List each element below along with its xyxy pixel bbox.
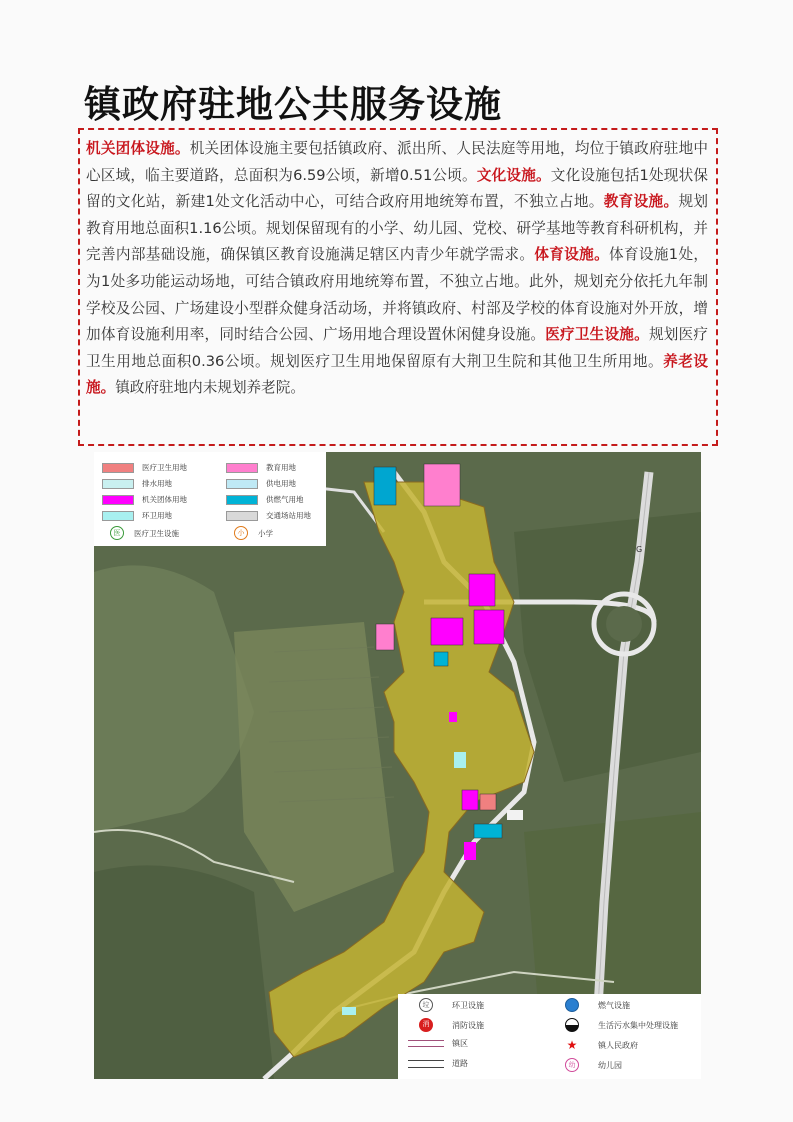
legend-label: 供燃气用地 [266, 495, 304, 504]
legend-land-use [94, 452, 326, 546]
legend-label: 排水用地 [142, 479, 172, 488]
text-sports: 体育设施1处，为1处多功能运动场地，可结合镇政府用地统筹布置，不独立占地。此外，规划充分依托九年制学校及公园、广场建设小型群众健身活动场，并将镇政府、村部及学校的体育设施对外开放，增加体育设施利用率，同时结合公园、广场用地合理设置休闲健身设施。 [86, 246, 708, 344]
power-land-swatch [226, 479, 258, 489]
legend-label: 供电用地 [266, 479, 296, 488]
text-medical: 规划医疗卫生用地总面积0.36公顷。规划医疗卫生用地保留原有大荆卫生院和其他卫生所用地。 [86, 326, 708, 370]
legend-town-boundary [406, 1038, 468, 1049]
legend-label: 教育用地 [266, 463, 296, 472]
legend-sanitation-land [102, 510, 172, 521]
school-symbol-icon: 小 [234, 526, 248, 540]
fire-icon: 消 [419, 1018, 433, 1032]
transport-land-swatch [226, 511, 258, 521]
heading-sports: 体育设施。 [534, 246, 610, 264]
sewage-icon [565, 1018, 579, 1032]
legend-label: 交通场站用地 [266, 511, 311, 520]
legend-label: 机关团体用地 [142, 495, 187, 504]
legend-education-land [226, 462, 296, 473]
legend-facilities [398, 994, 701, 1079]
legend-label: 燃气设施 [598, 1000, 630, 1010]
description-text [86, 136, 708, 402]
legend-label: 医疗卫生设施 [134, 528, 179, 538]
legend-medical-facility [110, 526, 179, 540]
legend-kindergarten [552, 1058, 622, 1072]
medical-land-swatch [102, 463, 134, 473]
kindergarten-icon: 幼 [565, 1058, 579, 1072]
sanitation-land-swatch [102, 511, 134, 521]
legend-town-government [552, 1038, 638, 1052]
map-graphic [94, 452, 701, 1079]
star-icon: ★ [566, 1038, 578, 1052]
legend-label: 镇区 [452, 1039, 468, 1048]
legend-label: 镇人民政府 [598, 1040, 638, 1050]
text-government: 机关团体设施主要包括镇政府、派出所、人民法庭等用地，均位于镇政府驻地中心区域，临主要道路，总面积为6.59公顷，新增0.51公顷。 [86, 140, 708, 184]
legend-sanitation-facility [406, 998, 484, 1012]
legend-label: 道路 [452, 1059, 468, 1068]
education-land-swatch [226, 463, 258, 473]
town-boundary-line-icon [408, 1040, 444, 1047]
government-land-swatch [102, 495, 134, 505]
legend-drainage-land [102, 478, 172, 489]
legend-label: 幼儿园 [598, 1060, 622, 1070]
legend-road [406, 1058, 468, 1069]
description-box [78, 128, 718, 446]
legend-gas-facility [552, 998, 630, 1012]
legend-label: 消防设施 [452, 1020, 484, 1030]
legend-label: 环卫用地 [142, 511, 172, 520]
planning-map [94, 452, 701, 1079]
road-line-icon [408, 1060, 444, 1068]
map-road-g: G [636, 545, 643, 554]
legend-transport-land [226, 510, 311, 521]
heading-culture: 文化设施。 [476, 166, 551, 184]
sanitation-icon: 垃 [419, 998, 433, 1012]
heading-government: 机关团体设施。 [86, 140, 190, 157]
legend-label: 小学 [258, 528, 273, 538]
text-education: 规划教育用地总面积1.16公顷。规划保留现有的小学、幼儿园、党校、研学基地等教育科研机构，并完善内部基础设施，确保镇区教育设施满足辖区内青少年就学需求。 [86, 193, 708, 264]
gas-icon [565, 998, 579, 1012]
medical-symbol-icon: 医 [110, 526, 124, 540]
gas-land-swatch [226, 495, 258, 505]
legend-gas-land [226, 494, 304, 505]
legend-sewage-facility [552, 1018, 678, 1032]
legend-power-land [226, 478, 296, 489]
heading-medical: 医疗卫生设施。 [545, 326, 649, 344]
text-elderly: 镇政府驻地内未规划养老院。 [115, 379, 305, 397]
legend-primary-school [234, 526, 273, 540]
page-title: 镇政府驻地公共服务设施 [84, 83, 502, 126]
legend-label: 医疗卫生用地 [142, 463, 187, 472]
legend-label: 生活污水集中处理设施 [598, 1020, 678, 1030]
legend-label: 环卫设施 [452, 1000, 484, 1010]
text-culture: 文化设施包括1处现状保留的文化站，新建1处文化活动中心，可结合政府用地统筹布置，不独立占地。 [86, 166, 708, 211]
heading-education: 教育设施。 [603, 193, 679, 211]
drainage-land-swatch [102, 479, 134, 489]
legend-medical-land [102, 462, 187, 473]
legend-fire-facility [406, 1018, 484, 1032]
heading-elderly: 养老设施。 [86, 352, 708, 397]
legend-government-land [102, 494, 187, 505]
